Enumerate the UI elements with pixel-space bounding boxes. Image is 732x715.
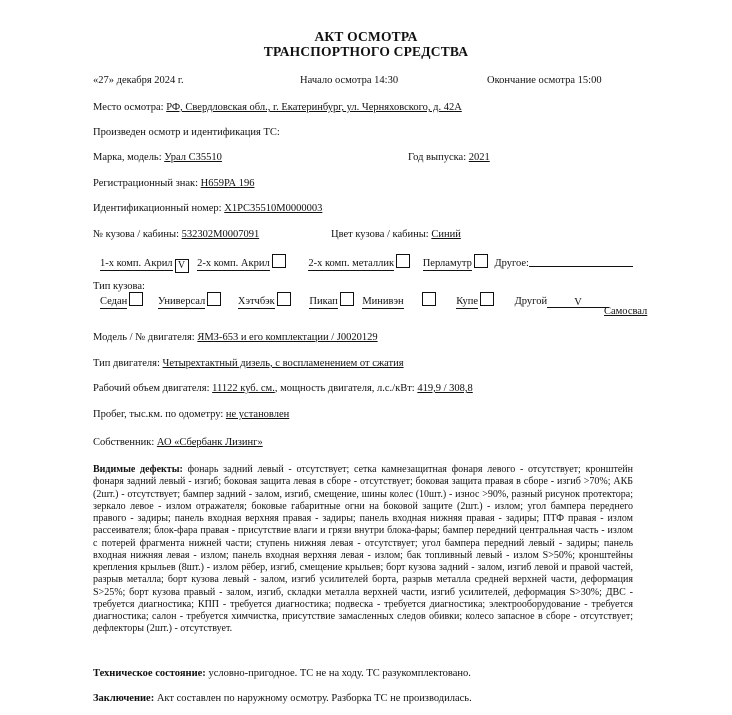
- body-no-value: 532302М0007091: [181, 229, 260, 240]
- place-label: Место осмотра:: [93, 102, 167, 113]
- paint-opt4-label: Перламутр: [422, 258, 472, 269]
- defects-label: Видимые дефекты:: [93, 464, 183, 475]
- mileage-value: не установлен: [225, 409, 290, 420]
- body-other-field[interactable]: [547, 296, 609, 308]
- engine-model-label: Модель / № двигателя:: [93, 332, 198, 343]
- body-coupe-label: Купе: [456, 296, 478, 307]
- paint-row: [100, 254, 633, 273]
- body-wagon-checkbox[interactable]: [207, 292, 221, 306]
- power-value: 419,9 / 308,8: [417, 383, 473, 394]
- paint-other-field[interactable]: [529, 255, 633, 267]
- doc-title-line1: АКТ ОСМОТРА: [314, 29, 418, 44]
- body-no-row: [93, 228, 259, 241]
- defects-text: фонарь задний левый - отсутствует; сетка камнезащитная фонаря левого - отсутствует; кронштейн фонаря задний левый - изгиб; боковая защита левая в сборе - отсутствует; боковая защита правая в сборе - изгиб >70%; АКБ (2шт.) - отсутствует; бампер задний - залом, изгиб, смещение, шины колес (10шт.) - износ >90%, разный рисунок протектора; зеркало левое - излом отражателя; боковые габаритные огни на боковой защите (2шт.) - излом; угол бампера переднего правого - задиры; панель входная верхняя правая - задиры; панель входная нижняя правая - задиры; ПТФ правая - излом рассеивателя; блок-фара правая - присутствие влаги и грязи внутри блока-фары; бампер передний центральная часть - излом с потерей фрагмента нижней части; ступень нижняя левая - отсутствует; угол бампера передний левый - задиры; панель входная нижняя левая - излом; панель входная верхняя левая - излом; бак топливный левый - излом S>50%; кронштейны крепления крыльев (8шт.) - излом рёбер, изгиб, смещение крыльев; борт кузова задний - залом, изгиб левой и правой частей, разрыв металла; борт кузова левый - залом, изгиб усилителей борта, разрыв металла средней верхней части, деформация S>25%; борт кузова правый - залом, изгиб, складки металла верхней части, изгиб усилителей, деформация S>30%; ДВС - требуется диагностика; КПП - требуется диагностика; подвеска - требуется диагностика; электрооборудование - требуется диагностика; салон - требуется химчистка, присутствие замасленных следов обивки; колесо запасное в сборе - отсутствует; дефлекторы (2шт.) - отсутствует.: [93, 464, 633, 635]
- conclusion-label: Заключение:: [93, 693, 155, 704]
- make-value: Урал С35510: [164, 152, 222, 163]
- reg-label: Регистрационный знак:: [93, 178, 201, 189]
- color-row: [331, 228, 461, 241]
- reg-row: [93, 177, 254, 190]
- place-row: [93, 101, 462, 114]
- visible-defects-paragraph: [93, 464, 633, 636]
- year-label: Год выпуска:: [408, 152, 469, 163]
- make-label: Марка, модель:: [93, 152, 165, 163]
- body-type-label: Тип кузова:: [93, 281, 145, 292]
- mileage-label: Пробег, тыс.км. по одометру:: [93, 409, 226, 420]
- conclusion-row: [93, 692, 472, 705]
- body-no-label: № кузова / кабины:: [93, 229, 182, 240]
- engine-model-value: ЯМЗ-653 и его комплектации / J0020129: [197, 332, 378, 343]
- body-coupe-checkbox[interactable]: [480, 292, 494, 306]
- conclusion-value: Акт составлен по наружному осмотру. Разборка ТС не производилась.: [154, 693, 472, 704]
- owner-value: АО «Сбербанк Лизинг»: [156, 437, 263, 448]
- volume-label: Рабочий объем двигателя:: [93, 383, 213, 394]
- volume-row: [93, 382, 473, 395]
- body-hatch-label: Хэтчбэк: [237, 296, 275, 307]
- doc-title-line2: ТРАНСПОРТНОГО СРЕДСТВА: [263, 44, 469, 59]
- make-row: [93, 151, 222, 164]
- paint-other-label: Другое:: [494, 258, 529, 269]
- body-other-mark: V: [574, 297, 582, 308]
- volume-value: 11122 куб. см.: [212, 383, 275, 394]
- inspection-start: Начало осмотра 14:30: [300, 75, 399, 86]
- year-row: [408, 151, 490, 164]
- paint-opt3-label: 2-х комп. металлик: [308, 258, 395, 269]
- body-hatch-checkbox[interactable]: [277, 292, 291, 306]
- body-other-value: Самосвал: [604, 306, 648, 317]
- body-type-row: [100, 292, 609, 309]
- tech-state-value: условно-пригодное. ТС не на ходу. ТС разукомплектовано.: [205, 668, 471, 679]
- place-value: РФ, Свердловская обл., г. Екатеринбург, ул. Черняховского, д. 42А: [166, 102, 462, 113]
- color-value: Синий: [431, 229, 461, 240]
- vin-value: Х1РС35510М0000003: [224, 203, 323, 214]
- reg-value: Н659РА 196: [200, 178, 255, 189]
- color-label: Цвет кузова / кабины:: [331, 229, 432, 240]
- vin-row: [93, 202, 322, 215]
- tech-state-label: Техническое состояние:: [93, 668, 206, 679]
- owner-row: [93, 436, 263, 449]
- body-sedan-label: Седан: [100, 296, 128, 307]
- paint-opt3-checkbox[interactable]: [396, 254, 410, 268]
- body-minivan-label: Минивэн: [362, 296, 404, 307]
- year-value: 2021: [468, 152, 490, 163]
- engine-model-row: [93, 331, 378, 344]
- body-pickup-checkbox[interactable]: [340, 292, 354, 306]
- paint-opt4-checkbox[interactable]: [474, 254, 488, 268]
- paint-opt2-label: 2-х комп. Акрил: [197, 258, 270, 269]
- power-label: , мощность двигателя, л.с./кВт:: [274, 383, 418, 394]
- engine-type-label: Тип двигателя:: [93, 358, 163, 369]
- engine-type-row: [93, 357, 404, 370]
- body-minivan-checkbox[interactable]: [422, 292, 436, 306]
- body-wagon-label: Универсал: [157, 296, 206, 307]
- engine-type-value: Четырехтактный дизель, с воспламенением от сжатия: [162, 358, 404, 369]
- body-pickup-label: Пикап: [309, 296, 338, 307]
- body-sedan-checkbox[interactable]: [129, 292, 143, 306]
- tech-state-row: [93, 667, 471, 680]
- paint-opt1-label: 1-х комп. Акрил: [100, 258, 173, 269]
- vin-label: Идентификационный номер:: [93, 203, 225, 214]
- body-other-label: Другой: [514, 296, 548, 307]
- paint-opt2-checkbox[interactable]: [272, 254, 286, 268]
- inspection-end: Окончание осмотра 15:00: [487, 75, 602, 86]
- owner-label: Собственник:: [93, 437, 157, 448]
- inspection-date: «27» декабря 2024 г.: [93, 75, 184, 86]
- identification-heading: Произведен осмотр и идентификация ТС:: [93, 127, 280, 138]
- mileage-row: [93, 408, 289, 421]
- paint-opt1-checkbox[interactable]: V: [175, 259, 189, 273]
